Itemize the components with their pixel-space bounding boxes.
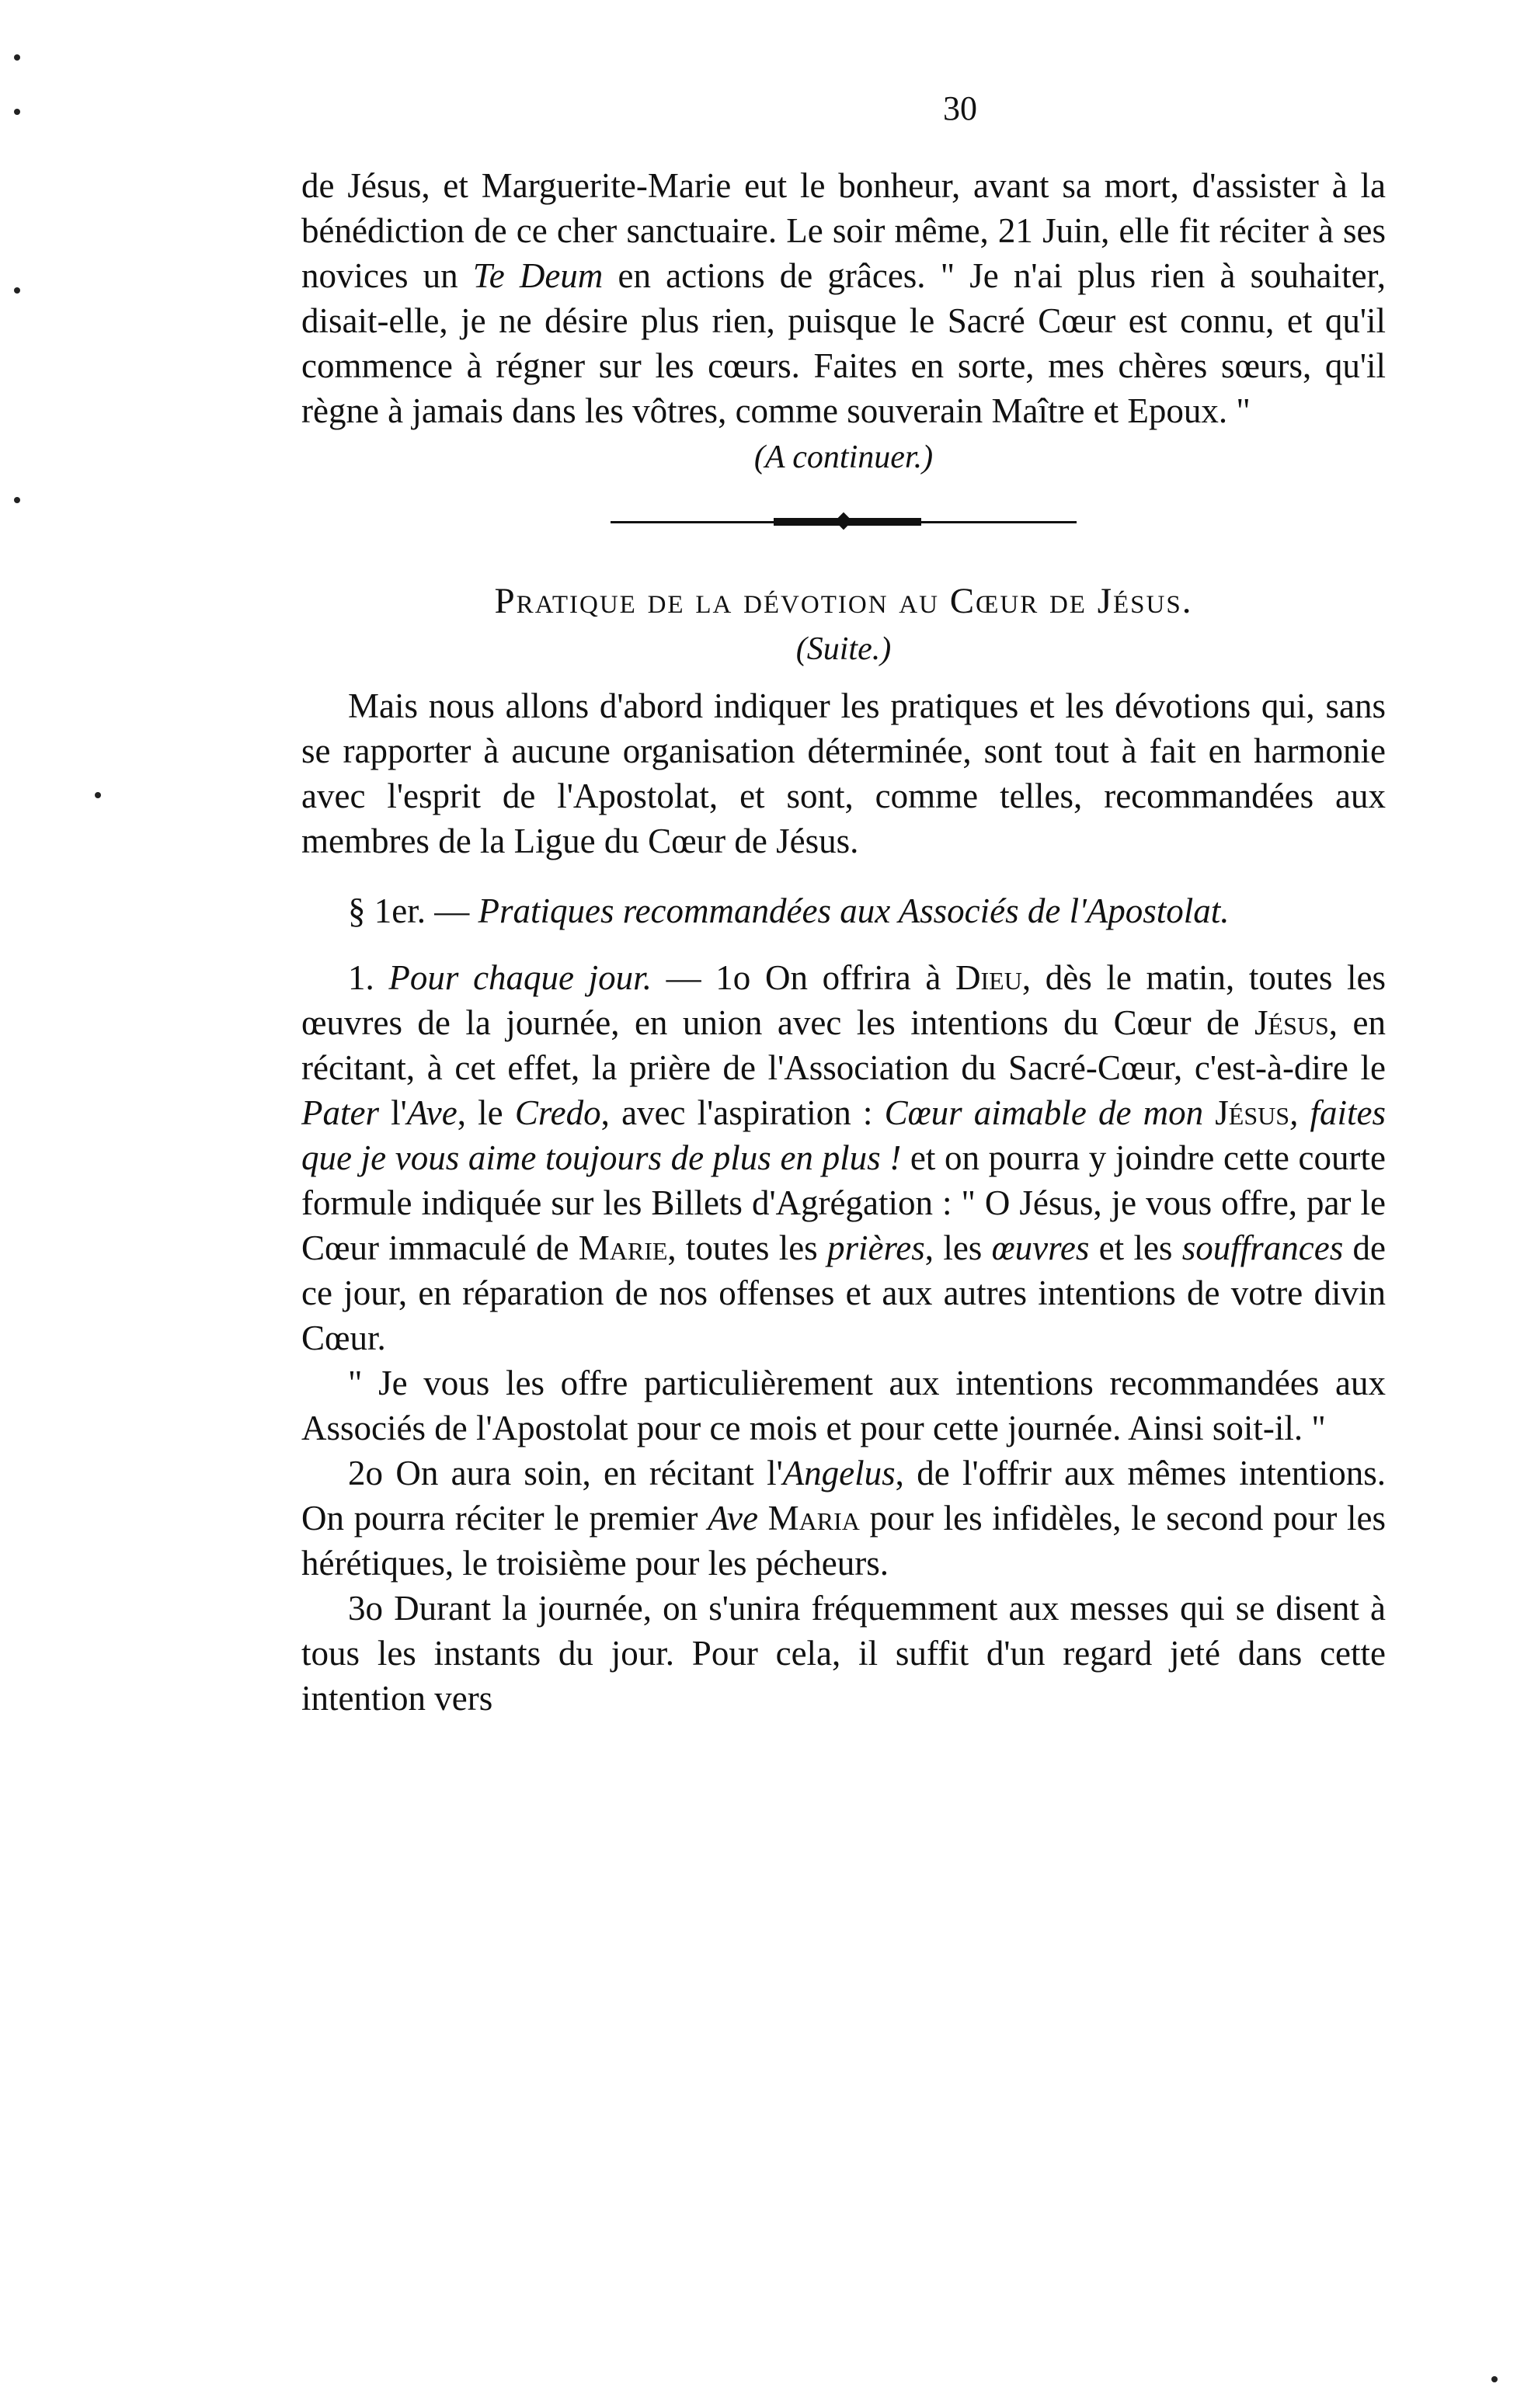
divider-diamond [835, 513, 853, 530]
to-be-continued-note: (A continuer.) [753, 440, 934, 475]
text-run: et les [1089, 1228, 1182, 1267]
italic-word: Pater [301, 1093, 379, 1132]
text-run: , les [924, 1228, 992, 1267]
italic-phrase: Cœur aimable de mon [884, 1093, 1216, 1132]
paragraph-continuation [301, 163, 1386, 433]
text-run: , dès le matin, toutes les œuvres de la journée, en union avec les intentions du Cœur de [301, 958, 1387, 1042]
text-run: 2o On aura soin, en récitant l' [348, 1454, 783, 1492]
subsection-title-text: Pratiques recommandées aux Associés de l'Apostolat. [478, 891, 1230, 930]
small-caps-word: Marie [578, 1228, 668, 1267]
italic-word: Credo [514, 1093, 601, 1132]
suite-note: (Suite.) [795, 631, 892, 667]
text-run: , toutes les [667, 1228, 827, 1267]
margin-speck [14, 109, 20, 115]
margin-speck [95, 792, 101, 798]
text-run: — 1o On offrira à [651, 958, 955, 997]
text-run: de ce jour, en réparation de nos offenses et aux autres intentions de votre divin Cœur. [301, 1228, 1386, 1357]
offering-paragraph: " Je vous les offre particulièrement aux intentions recommandées aux Associés de l'Apostolat pour ce mois et pour cette journée. Ainsi soit-il. " [301, 1364, 1386, 1447]
te-deum-italic: Te Deum [472, 256, 604, 295]
text-run: , le [457, 1093, 515, 1132]
text-run: pour les infidèles, le second pour les hérétiques, le troisième pour les pécheurs. [301, 1499, 1386, 1583]
book-page [301, 85, 1386, 1721]
margin-speck [14, 54, 20, 61]
margin-speck [1491, 2376, 1498, 2382]
item-2-paragraph [301, 1451, 1386, 1586]
item-1-paragraph [301, 955, 1386, 1360]
subsection-title [301, 888, 1386, 933]
page-number: 30 [943, 89, 977, 127]
ornamental-divider [611, 514, 1077, 530]
italic-word: Angelus [782, 1454, 896, 1492]
margin-speck [14, 287, 20, 294]
margin-speck [14, 497, 20, 503]
text-run: l' [378, 1093, 407, 1132]
small-caps-word: Jésus [1215, 1093, 1290, 1132]
text-run: et on pourra y joindre cette courte formule indiquée sur les Billets d'Agrégation : " O Jésus, je vous offre, par le Cœur immaculé de [301, 1138, 1386, 1267]
text-run: , en récitant, à cet effet, la prière de l'Association du Sacré-Cœur, c'est-à-dire le [301, 1003, 1386, 1087]
item-3-paragraph: 3o Durant la journée, on s'unira fréquemment aux messes qui se disent à tous les instants du jour. Pour cela, il suffit d'un regard jeté dans cette intention vers [301, 1589, 1386, 1718]
text-run: 1. [348, 958, 389, 997]
small-caps-word: Maria [757, 1499, 860, 1538]
italic-word: Ave [406, 1093, 458, 1132]
small-caps-word: Jésus [1254, 1003, 1329, 1042]
text-run: , avec l'aspiration : [600, 1093, 885, 1132]
subsection-prefix: § 1er. — [348, 891, 478, 930]
italic-phrase: , faites que je vous aime toujours de plus en plus ! [301, 1093, 1386, 1177]
italic-word: œuvres [991, 1228, 1090, 1267]
small-caps-word: Dieu [955, 958, 1022, 997]
text-run: en actions de grâces. " Je n'ai plus rien à souhaiter, disait-elle, je ne désire plus rien, puisque le Sacré Cœur est connu, et qu'il commence à régner sur les cœurs. Faites en sorte, mes chères sœurs, qu'il règne à jamais dans les vôtres, comme souverain Maître et Epoux. " [301, 256, 1386, 430]
text-run: , de l'offrir aux mêmes intentions. On pourra réciter le premier [301, 1454, 1386, 1538]
intro-paragraph: Mais nous allons d'abord indiquer les pratiques et les dévotions qui, sans se rapporter à aucune organisation déterminée, sont tout à fait en harmonie avec l'esprit de l'Apostolat, et sont, comme telles, recommandées aux membres de la Ligue du Cœur de Jésus. [301, 686, 1386, 860]
item-label: Pour chaque jour. [388, 958, 652, 997]
section-heading: Pratique de la dévotion au Cœur de Jésus. [494, 581, 1193, 621]
italic-word: prières [826, 1228, 925, 1267]
italic-word: souffrances [1181, 1228, 1344, 1267]
text-run: de Jésus, et Marguerite-Marie eut le bonheur, avant sa mort, d'assister à la bénédiction de ce cher sanctuaire. Le soir même, 21 Juin, elle fit réciter à ses novices un [301, 166, 1386, 295]
italic-word: Ave [708, 1499, 758, 1538]
